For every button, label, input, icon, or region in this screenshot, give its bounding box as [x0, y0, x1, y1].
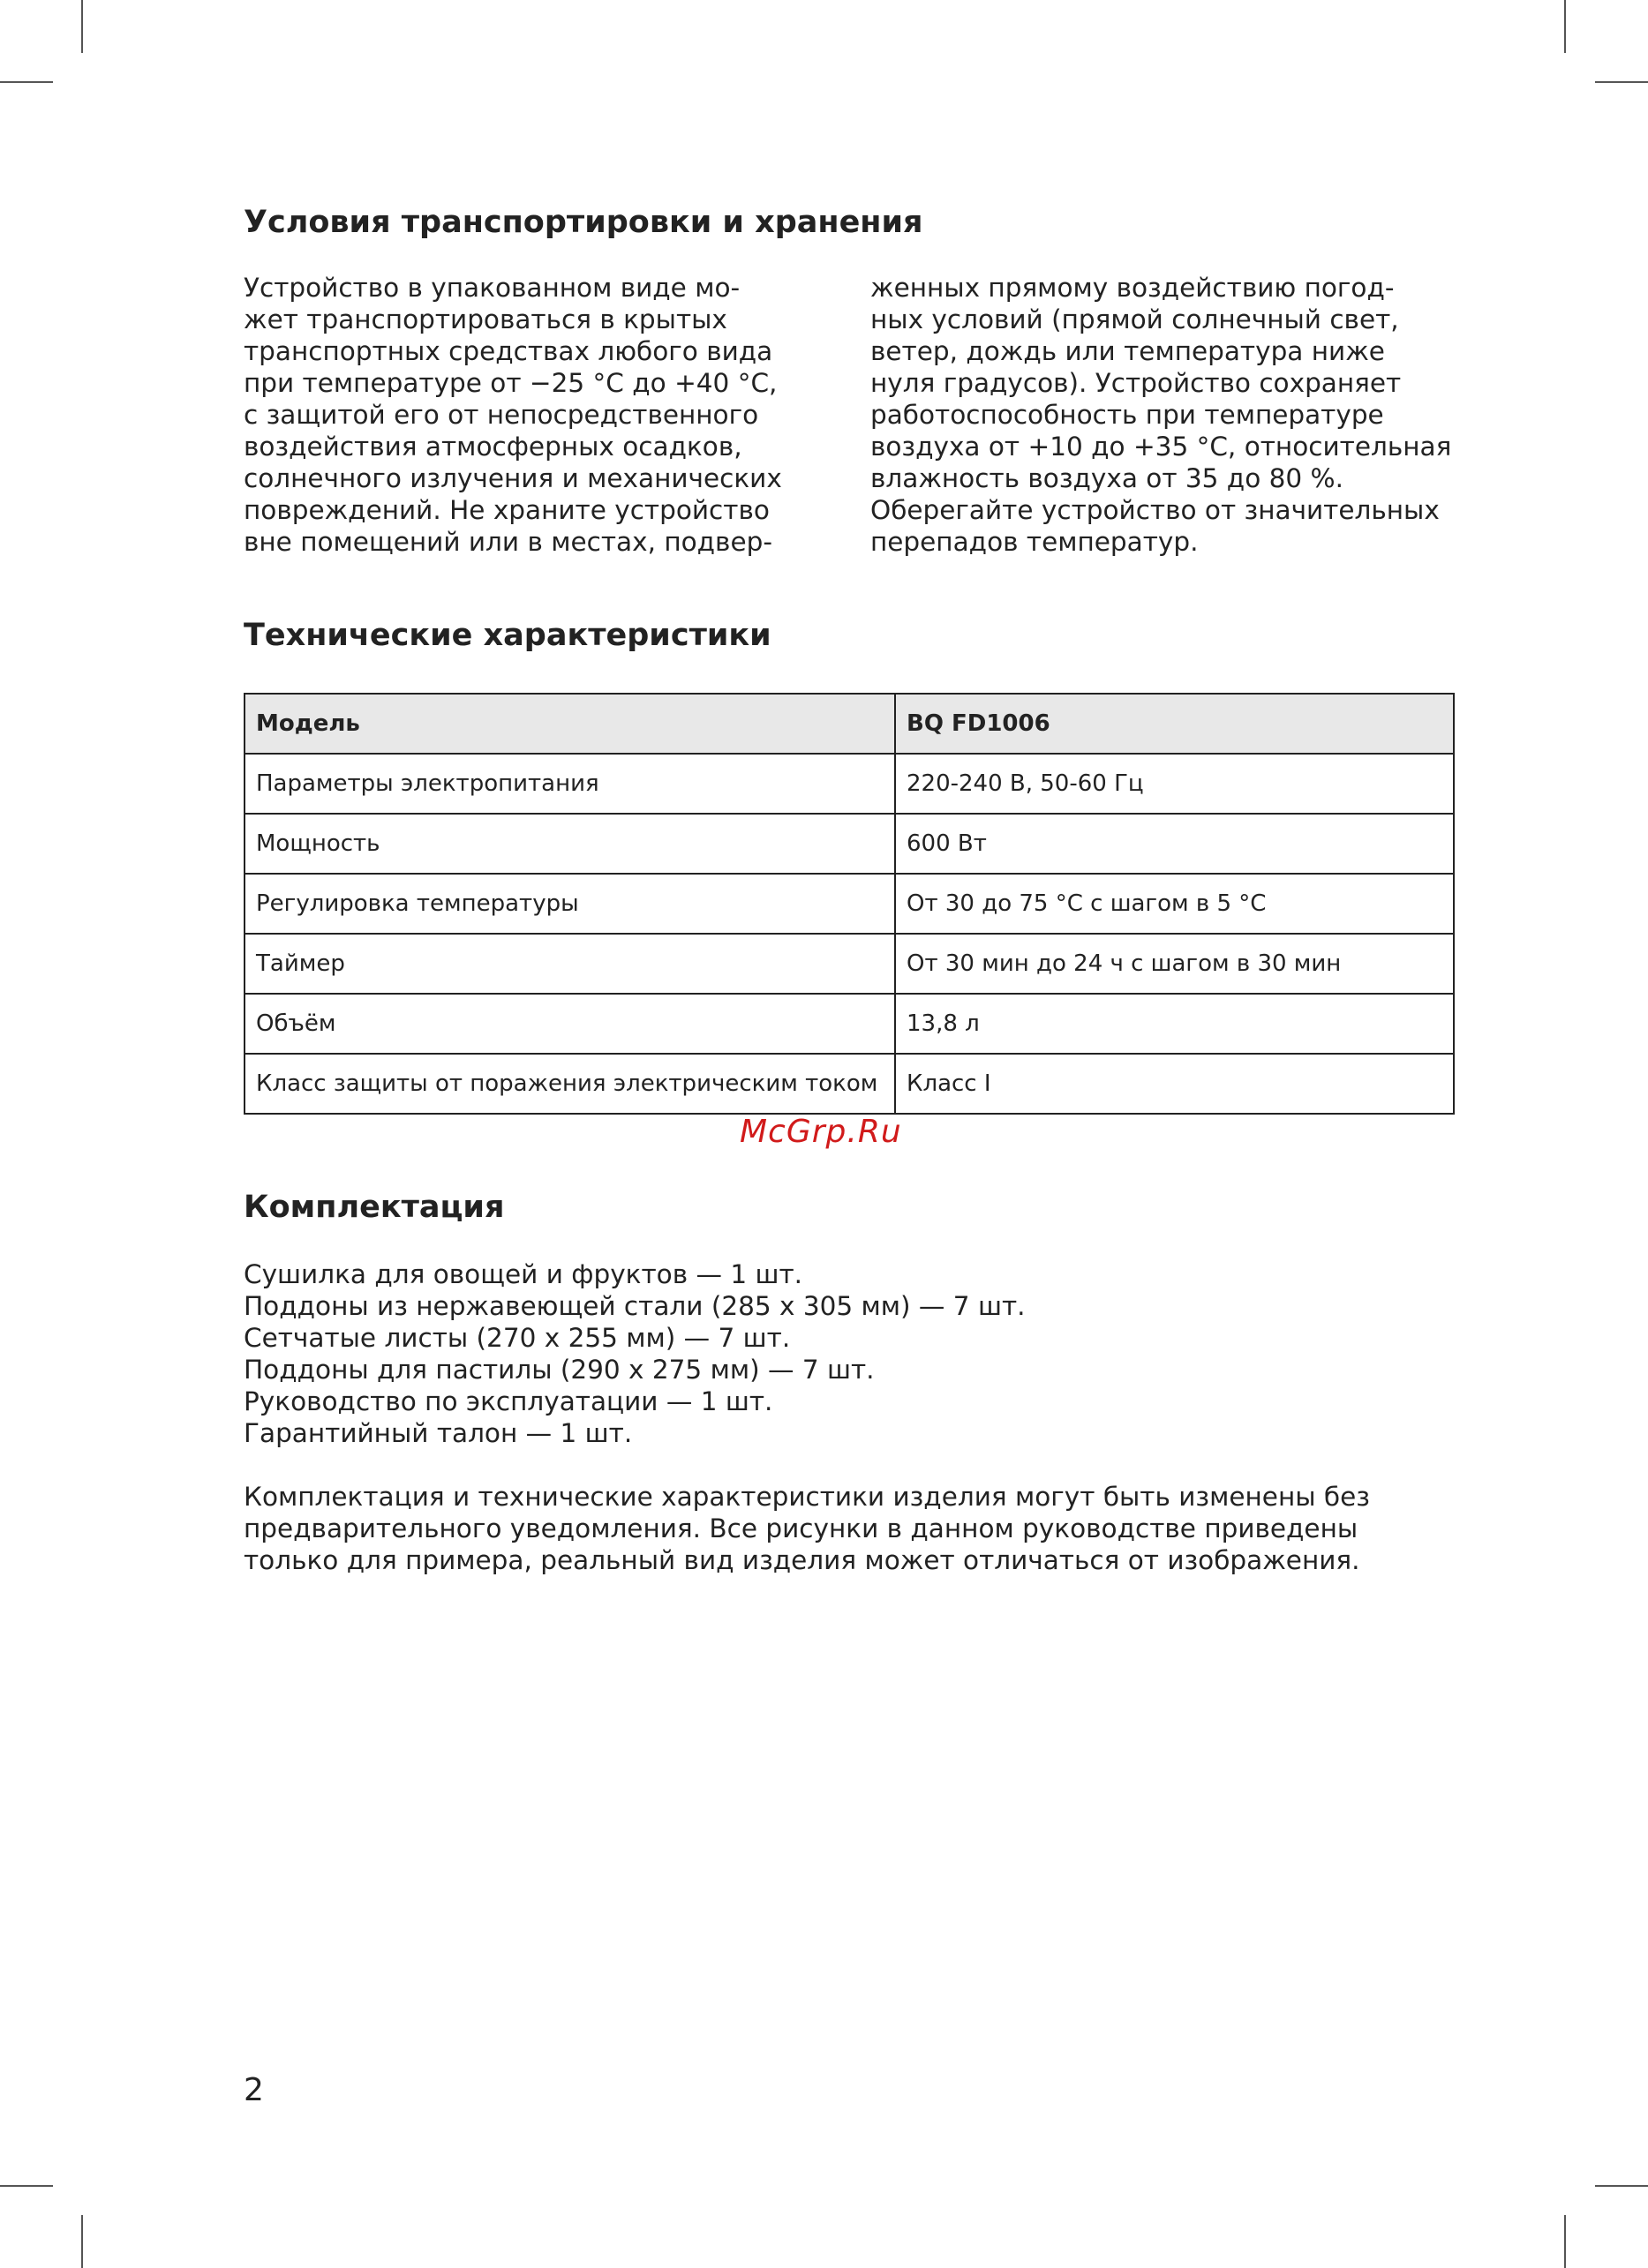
text-line: Устройство в упакованном виде мо- [244, 273, 741, 303]
text-line: нуля градусов). Устройство сохраняет [870, 368, 1402, 398]
crop-mark [0, 81, 53, 83]
list-item: Сушилка для овощей и фруктов — 1 шт. [244, 1259, 803, 1289]
specs-table [244, 693, 1455, 1115]
text-line: солнечного излучения и механических [244, 463, 782, 493]
table-cell-value: От 30 мин до 24 ч с шагом в 30 мин [895, 934, 1454, 994]
text-line: воздействия атмосферных осадков, [244, 432, 742, 462]
table-cell-value: 13,8 л [895, 994, 1454, 1054]
text-line: повреждений. Не храните устройство [244, 495, 770, 525]
table-cell-label: Модель [245, 694, 895, 754]
crop-mark [81, 2215, 83, 2268]
transport-heading: Условия транспортировки и хранения [244, 205, 923, 240]
text-line: ных условий (прямой солнечный свет, [870, 304, 1399, 334]
table-cell-label: Таймер [245, 934, 895, 994]
crop-mark [1564, 2215, 1566, 2268]
crop-mark [1564, 0, 1566, 53]
text-line: с защитой его от непосредственного [244, 400, 759, 430]
watermark-link[interactable]: McGrp.Ru [740, 1114, 902, 1150]
text-line: влажность воздуха от 35 до 80 %. [870, 463, 1343, 493]
page-number: 2 [244, 2072, 264, 2108]
table-row [245, 994, 1454, 1054]
text-line: Комплектация и технические характеристики изделия могут быть изменены без [244, 1482, 1370, 1512]
crop-mark [81, 0, 83, 53]
list-item: Гарантийный талон — 1 шт. [244, 1418, 633, 1448]
kit-heading: Комплектация [244, 1190, 505, 1225]
text-line: работоспособность при температуре [870, 400, 1384, 430]
table-row [245, 934, 1454, 994]
transport-column-right [870, 272, 1453, 558]
list-item: Поддоны для пастилы (290 x 275 мм) — 7 шт. [244, 1355, 875, 1385]
table-row [245, 814, 1454, 874]
text-line: транспортных средствах любого вида [244, 336, 773, 366]
crop-mark [1595, 2185, 1648, 2187]
disclaimer-note [244, 1481, 1370, 1576]
table-cell-label: Мощность [245, 814, 895, 874]
table-cell-label: Класс защиты от поражения электрическим током [245, 1054, 895, 1114]
crop-mark [0, 2185, 53, 2187]
text-line: перепадов температур. [870, 527, 1199, 557]
table-cell-value: 220-240 В, 50-60 Гц [895, 754, 1454, 814]
transport-column-left [244, 272, 826, 558]
table-cell-value: 600 Вт [895, 814, 1454, 874]
text-line: предварительного уведомления. Все рисунки в данном руководстве приведены [244, 1513, 1358, 1543]
list-item: Сетчатые листы (270 x 255 мм) — 7 шт. [244, 1323, 791, 1353]
text-line: Оберегайте устройство от значительных [870, 495, 1440, 525]
list-item: Поддоны из нержавеющей стали (285 x 305 мм) — 7 шт. [244, 1291, 1026, 1321]
text-line: женных прямому воздействию погод- [870, 273, 1395, 303]
table-cell-label: Регулировка температуры [245, 874, 895, 934]
text-line: жет транспортироваться в крытых [244, 304, 727, 334]
table-cell-value: BQ FD1006 [895, 694, 1454, 754]
specs-heading: Технические характеристики [244, 618, 771, 653]
text-line: вне помещений или в местах, подвер- [244, 527, 772, 557]
table-row [245, 1054, 1454, 1114]
table-header-row [245, 694, 1454, 754]
text-line: при температуре от −25 °C до +40 °C, [244, 368, 778, 398]
list-item: Руководство по эксплуатации — 1 шт. [244, 1386, 773, 1416]
table-cell-label: Параметры электропитания [245, 754, 895, 814]
table-cell-value: Класс I [895, 1054, 1454, 1114]
crop-mark [1595, 81, 1648, 83]
text-line: воздуха от +10 до +35 °C, относительная [870, 432, 1452, 462]
table-cell-value: От 30 до 75 °C с шагом в 5 °C [895, 874, 1454, 934]
kit-list [244, 1258, 1026, 1449]
table-row [245, 754, 1454, 814]
text-line: ветер, дождь или температура ниже [870, 336, 1385, 366]
table-row [245, 874, 1454, 934]
table-cell-label: Объём [245, 994, 895, 1054]
text-line: только для примера, реальный вид изделия может отличаться от изображения. [244, 1545, 1360, 1575]
